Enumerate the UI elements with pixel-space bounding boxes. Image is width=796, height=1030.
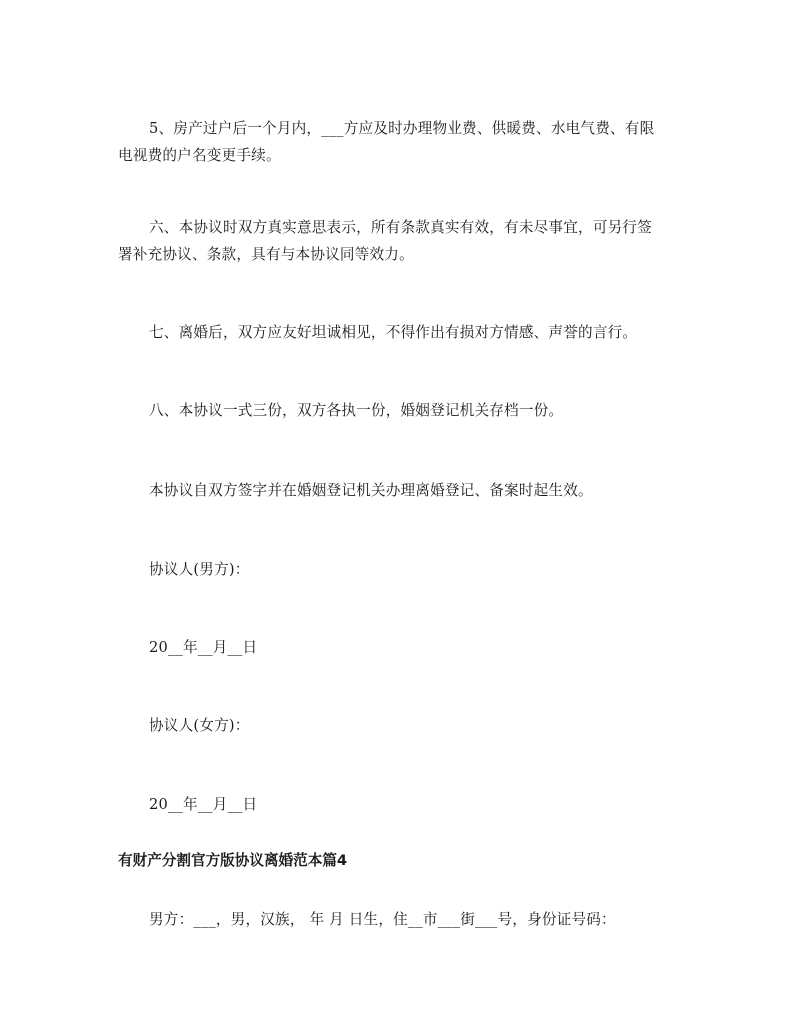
date-line-male: 20__年__月__日	[149, 639, 258, 656]
paragraph-property-transfer: 5、房产过户后一个月内，___方应及时办理物业费、供暖费、水电气费、有限电视费的户名变更手续。	[118, 120, 655, 164]
paragraph-clause-eight: 八、本协议一式三份，双方各执一份，婚姻登记机关存档一份。	[149, 402, 564, 419]
signatory-male-label: 协议人(男方)：	[149, 561, 250, 578]
signatory-female-label: 协议人(女方)：	[149, 717, 250, 734]
section-heading: 有财产分割官方版协议离婚范本篇4	[118, 852, 348, 869]
paragraph-male-party-info: 男方：___，男，汉族， 年 月 日生，住__市___街___号，身份证号码：	[149, 911, 616, 928]
paragraph-effective: 本协议自双方签字并在婚姻登记机关办理离婚登记、备案时起生效。	[149, 482, 593, 499]
date-line-female: 20__年__月__日	[149, 796, 258, 813]
paragraph-clause-seven: 七、离婚后，双方应友好坦诚相见，不得作出有损对方情感、声誉的言行。	[149, 324, 638, 341]
paragraph-clause-six: 六、本协议时双方真实意思表示，所有条款真实有效，有未尽事宜，可另行签署补充协议、条款，具有与本协议同等效力。	[118, 219, 652, 263]
